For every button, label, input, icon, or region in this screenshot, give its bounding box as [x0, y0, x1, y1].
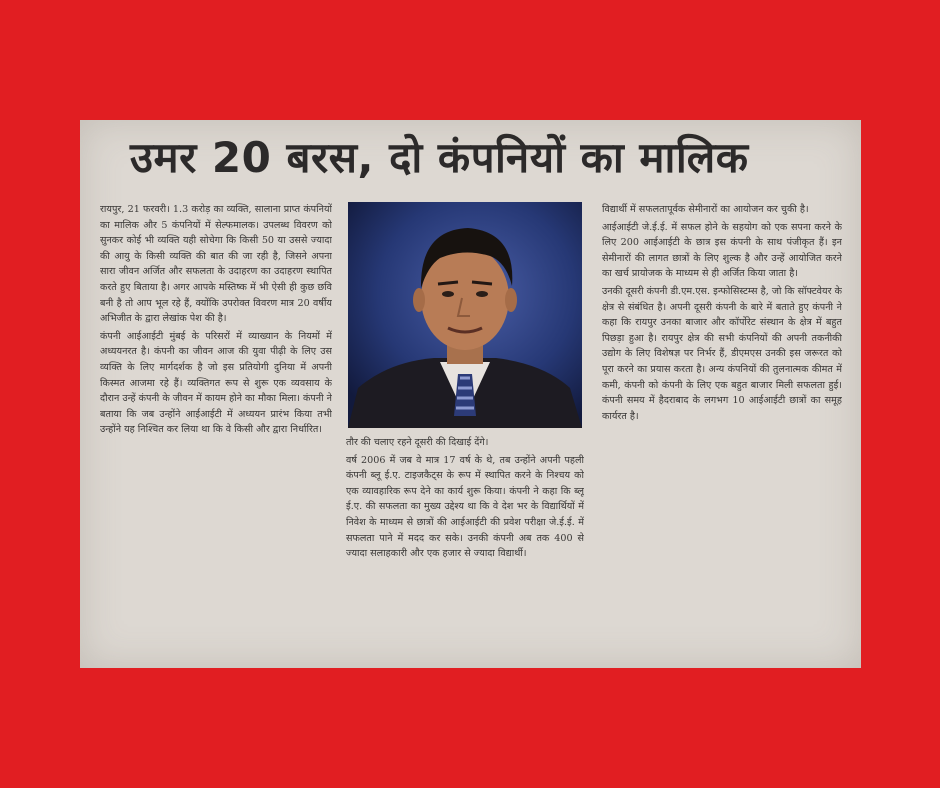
newspaper-clipping [80, 120, 861, 668]
article-paragraph: रायपुर, 21 फरवरी। 1.3 करोड़ का व्यक्ति, सालाना प्राप्त कंपनियों का मालिक और 5 कंपनियों में सेल्फमालक। उपलब्ध विवरण को सुनकर कोई भी व्यक्ति यही सोचेगा कि किसी 50 या उससे ज्यादा की आयु के किसी व्यक्ति की बात की जा रही है, जिसने अपना सारा जीवन अर्जित और सफलता के उदाहरण का उदाहरण स्थापित करते हुए बिताया है। अगर आपके मस्तिष्क में भी ऐसी ही कुछ छवि बनी है तो आप भूल रहे हैं, क्योंकि उपरोक्त विवरण मात्र 20 वर्षीय अभिजीत के द्वारा लेखांक पेश की है। [100, 204, 332, 325]
article-paragraph: विद्यार्थी में सफलतापूर्वक सेमीनारों का आयोजन कर चुकी है। [602, 204, 809, 215]
article-paragraph: कंपनी आईआईटी मुंबई के परिसरों में व्याख्यान के नियमों में अध्ययनरत है। कंपनी का जीवन आज की युवा पीढ़ी के लिए उस व्यक्ति के लिए मार्गदर्शक है जो इस प्रतियोगी दुनिया में अपनी किस्मत आजमा रहे हैं। व्यक्तिगत रूप से शुरू एक व्यवसाय के दौरान उन्हें कंपनी के जीवन में कायम होने का मौका मिला। कंपनी ने बताया कि जब उन्होंने आईआईटी में अध्ययन प्रारंभ किया तभी उन्होंने यह निश्चित कर लिया था कि वे किसी और द्वारा निर्धारित। [100, 330, 332, 436]
portrait-illustration [348, 202, 582, 428]
article-paragraph: वर्ष 2006 में जब वे मात्र 17 वर्ष के थे, तब उन्होंने अपनी पहली कंपनी ब्लू ई.ए. टाइजकैट्स के रूप में स्थापित करने के निश्चय को एक व्यावहारिक रूप देने का कार्य शुरू किया। कंपनी ने कहा कि ब्लू ई.ए. की सफलता का मुख्य उद्देश्य था कि वे देश भर के विद्यार्थियों में निवेश के माध्यम से छात्रों की आईआईटी की प्रवेश परीक्षा जे.ई.ई. में सफलता पाने में मदद कर सके। उनकी कंपनी अब तक 400 से ज्यादा सलाहकारी और एक हजार से ज्यादा विद्यार्थी। [346, 454, 584, 560]
article-headline: उमर 20 बरस, दो कंपनियों का मालिक [130, 133, 749, 182]
photo-caption: तौर की चलाए रहने दूसरी की दिखाई देंगे। [346, 437, 489, 448]
article-paragraph: आईआईटी जे.ई.ई. में सफल होने के सहयोग को एक सपना करने के लिए 200 आईआईटी के छात्र इस कंपनी के साथ पंजीकृत हैं। इन सेमीनारों की लागत छात्रों के लिए शुल्क है और उन्हें आयोजित करने का खर्च प्रायोजक के माध्यम से ही अर्जित किया जाता है। [602, 221, 842, 280]
portrait-photo [348, 202, 582, 428]
article-column-right [602, 202, 842, 664]
article-paragraph: उनकी दूसरी कंपनी डी.एम.एस. इन्फोसिस्टम्स है, जो कि सॉफ्टवेयर के क्षेत्र से संबंधित है। अपनी दूसरी कंपनी के बारे में बताते हुए कंपनी ने कहा कि रायपुर उनका बाजार और कॉर्पोरेट संस्थान के क्षेत्र में बहुत पिछड़ा हुआ है। रायपुर क्षेत्र की सभी कंपनियों की अपनी तकनीकी उद्योग के लिए विशेषज्ञ पर निर्भर हैं, डीएमएस उनकी इस जरूरत को पूरा करने का प्रयास करता है। अन्य कंपनियों की तुलनात्मक कीमत में कमी, कंपनी को कंपनी के लिए एक बहुत बाजार मिली सफलता हुई। कंपनी समय में हैदराबाद के लगभग 10 आईआईटी छात्रों का समूह कार्यरत है। [602, 285, 842, 422]
article-column-left [100, 202, 332, 664]
article-column-middle [346, 435, 584, 665]
